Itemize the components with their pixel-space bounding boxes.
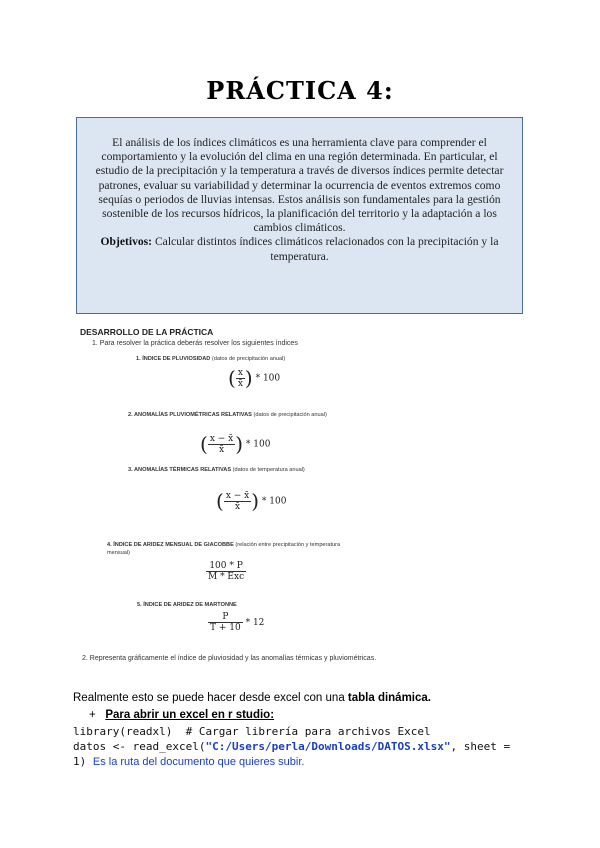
index-1-label: 1. ÍNDICE DE PLUVIOSIDAD (datos de precipitación anual) (136, 356, 286, 362)
intro-paragraph: El análisis de los índices climáticos es una herramienta clave para comprender el comportamiento y la evolución del clima en una región determinada. En particular, el estudio de la precipitación y la temperatura a través de diversos índices permite detectar patrones, evaluar su variabilidad y determinar la ocurrencia de eventos extremos como sequías o periodos de lluvias intensas. Estos análisis son fundamentales para la gestión sostenible de los recursos hídricos, la planificación del territorio y la adaptación a los cambios climáticos. (95, 136, 504, 235)
objectives-label: Objetivos: (100, 235, 153, 249)
code-line-1: library(readxl) # Cargar librería para archivos Excel (73, 725, 431, 738)
index-2-label: 2. ANOMALÍAS PLUVIOMÉTRICAS RELATIVAS (datos de precipitación anual) (128, 412, 327, 418)
index-4-formula: $\frac{100 * P}{\text{M * Exc}}$ (208, 561, 245, 582)
objectives (91, 235, 508, 263)
development-heading: DESARROLLO DE LA PRÁCTICA (80, 327, 214, 337)
code-line-3: 1) Es la ruta del documento que quieres subir. (73, 755, 305, 768)
objectives-text: Calcular distintos índices climáticos relacionados con la precipitación y la temperatura. (154, 235, 499, 263)
step-2: 2. Representa gráficamente el índice de pluviosidad y las anomalías térmicas y pluviométricas. (82, 655, 377, 662)
index-3-label: 3. ANOMALÍAS TÉRMICAS RELATIVAS (datos de temperatura anual) (128, 467, 305, 473)
index-5-label: 5. ÍNDICE DE ARIDEZ DE MARTONNE (137, 602, 237, 608)
index-3-formula: ( $\frac{x - x̄}{x̄}$ ) * 100 (216, 489, 287, 513)
step-1: 1. Para resolver la práctica deberás resolver los siguientes índices (92, 340, 298, 347)
index-4-label: 4. ÍNDICE DE ARIDEZ MENSUAL DE GIACOBBE (relación entre precipitación y temperatura mensual) (107, 542, 341, 556)
notes-intro: Realmente esto se puede hacer desde excel con una tabla dinámica. (73, 692, 431, 704)
index-1-formula: ( $\frac{x}{x̄}$ ) * 100 (228, 366, 281, 390)
intro-box (76, 117, 523, 314)
page-title: PRÁCTICA 4: (206, 76, 394, 105)
code-line-2: datos <- read_excel("C:/Users/perla/Downloads/DATOS.xlsx", sheet = (73, 740, 511, 753)
notes-bullet: + Para abrir un excel en r studio: (89, 709, 275, 721)
index-2-formula: ( $\frac{x - x̄}{x̄}$ ) * 100 (200, 432, 271, 456)
index-5-formula: $\frac{P}{T + 10}$ * 12 (210, 612, 265, 633)
